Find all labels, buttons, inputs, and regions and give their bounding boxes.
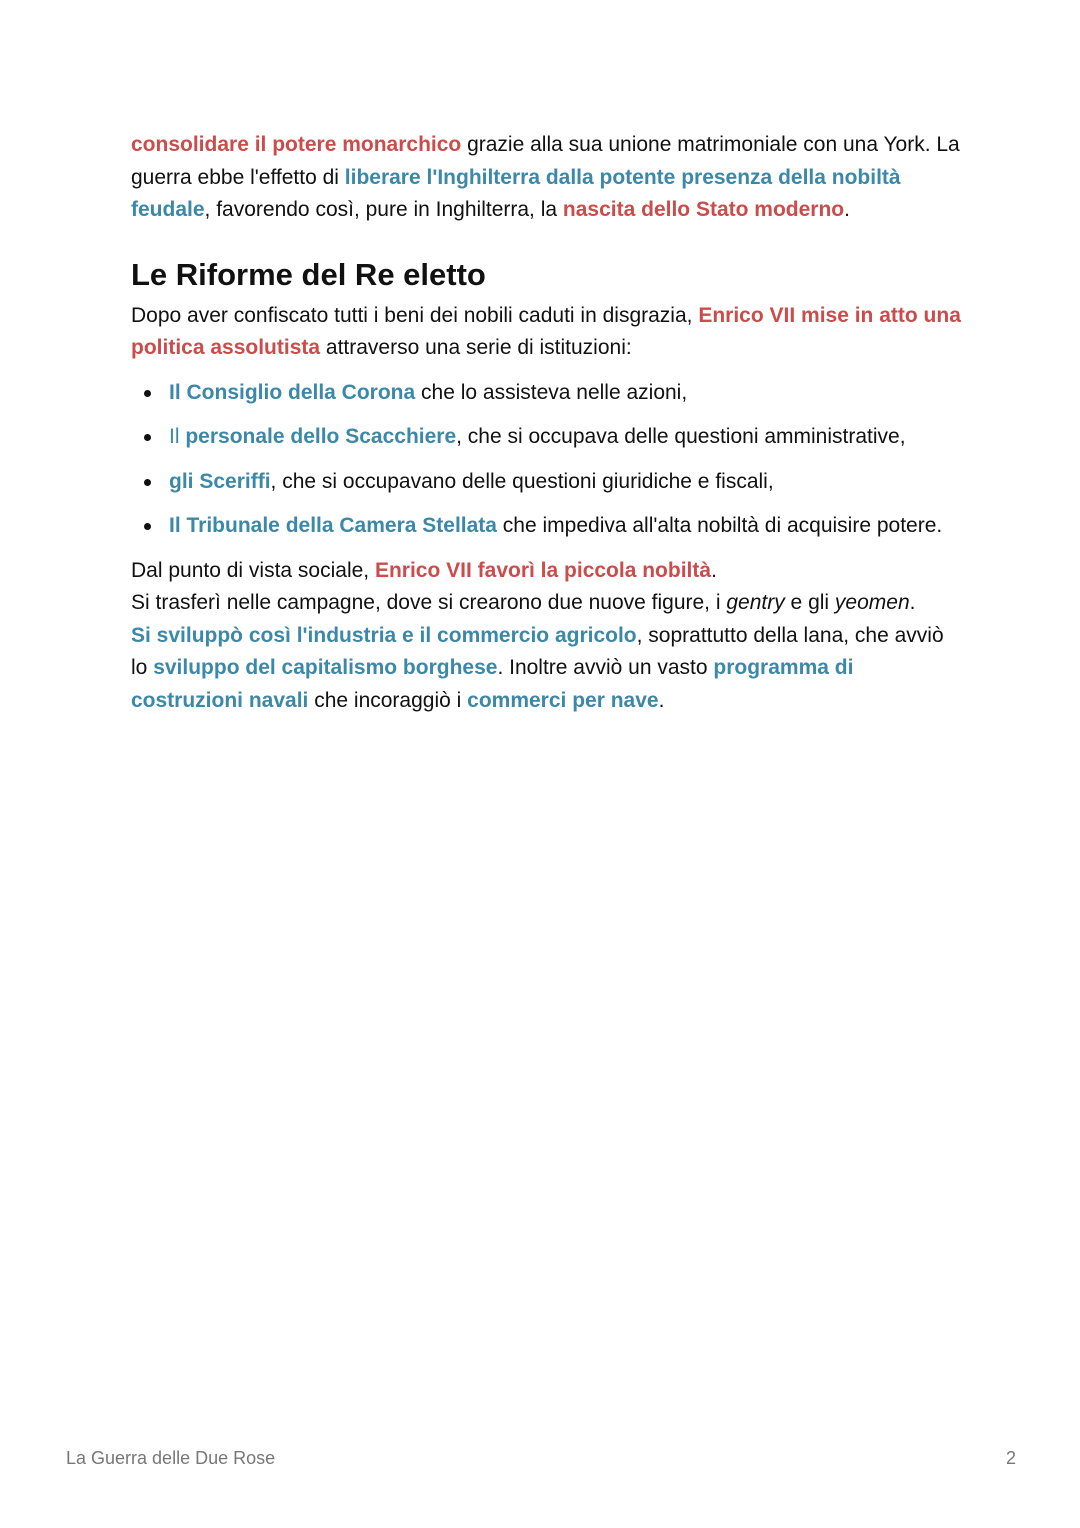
list-item-text: che impediva all'alta nobiltà di acquisire potere. [496, 514, 943, 537]
intro-text-1: grazie alla sua unione matrimoniale con una York. La guerra ebbe l'effetto di [131, 133, 960, 189]
reforms-text-1: Dopo aver confiscato tutti i beni dei nobili caduti in disgrazia, [131, 303, 699, 327]
social-paragraph [131, 555, 961, 718]
intro-paragraph [131, 129, 961, 227]
list-item-text: che lo assisteva nelle azioni, [415, 380, 688, 404]
social-text-7: lo [131, 656, 154, 679]
list-item-text: , che si occupavano delle questioni giuridiche e fiscali, [270, 469, 774, 493]
list-item-name: Il Consiglio della Corona [169, 380, 416, 404]
page-number: 2 [1005, 1448, 1016, 1468]
social-text-2: . [711, 558, 717, 582]
list-item-prefix: Il [169, 425, 186, 448]
section-heading: Le Riforme del Re eletto [131, 256, 486, 292]
intro-text-2: , favorendo così, pure in Inghilterra, la [204, 198, 563, 221]
highlight-capitalismo: sviluppo del capitalismo borghese [153, 656, 498, 679]
list-item [169, 377, 961, 410]
highlight-nascita: nascita dello Stato moderno [562, 198, 845, 221]
highlight-consolidare: consolidare il potere monarchico [131, 133, 462, 156]
social-text-10: . [658, 688, 665, 712]
bullet-icon [144, 434, 151, 441]
social-text-5: . [909, 591, 916, 614]
social-text-1: Dal punto di vista sociale, [131, 558, 375, 582]
highlight-politica-assolutista: Enrico VII mise in atto una politica assolutista [131, 303, 961, 359]
social-text-3: Si trasferì nelle campagne, dove si crearono due nuove figure, i [131, 591, 727, 614]
social-text-4: e gli [784, 591, 835, 614]
bullet-icon [144, 479, 151, 486]
reforms-text-2: attraverso una serie di istituzioni: [320, 336, 632, 359]
page-content [131, 129, 961, 717]
institutions-list [131, 377, 961, 543]
list-item-text: , che si occupava delle questioni amministrative, [456, 425, 906, 448]
social-text-6: , soprattutto della lana, che avviò [636, 623, 944, 647]
bullet-icon [144, 523, 151, 530]
highlight-industria: Si sviluppò così l'industria e il commercio agricolo [131, 623, 637, 647]
highlight-commerci: commerci per nave [467, 688, 659, 712]
social-text-9: che incoraggiò i [308, 688, 468, 712]
term-gentry: gentry [726, 591, 785, 614]
list-item-name: personale dello Scacchiere [185, 425, 457, 448]
list-item [169, 510, 961, 543]
bullet-icon [144, 390, 151, 397]
reforms-intro-paragraph [131, 300, 961, 365]
term-yeomen: yeomen [834, 591, 910, 614]
highlight-costruzioni-navali: programma di costruzioni navali [131, 656, 854, 712]
list-item [169, 421, 961, 454]
intro-text-3: . [844, 198, 850, 221]
footer-title: La Guerra delle Due Rose [66, 1448, 276, 1468]
social-text-8: . Inoltre avviò un vasto [497, 656, 714, 679]
highlight-liberare: liberare l'Inghilterra dalla potente presenza della nobiltà feudale [131, 165, 901, 221]
list-item-name: gli Sceriffi [169, 469, 271, 493]
list-item [169, 466, 961, 499]
highlight-piccola-nobilta: Enrico VII favorì la piccola nobiltà [374, 558, 712, 582]
list-item-name: Il Tribunale della Camera Stellata [169, 514, 497, 537]
